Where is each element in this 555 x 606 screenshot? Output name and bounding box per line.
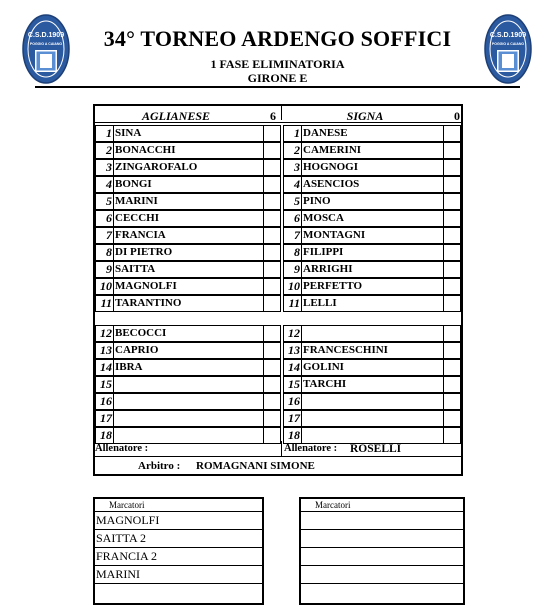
away-player-extra-cell	[444, 159, 461, 176]
logo-text: C.S.D.1909	[489, 32, 527, 39]
home-player-number: 1	[95, 125, 114, 142]
coach-separator	[281, 441, 282, 456]
away-player-extra-cell	[444, 427, 461, 444]
away-player-name: FRANCESCHINI	[302, 342, 444, 359]
home-player-extra-cell	[264, 261, 281, 278]
away-player-number: 17	[283, 410, 302, 427]
away-player-extra-cell	[444, 227, 461, 244]
away-player-name: LELLI	[302, 295, 444, 312]
home-player-extra-cell	[264, 376, 281, 393]
home-player-name	[114, 427, 264, 444]
away-player-number: 18	[283, 427, 302, 444]
home-coach-label: Allenatore :	[95, 443, 149, 454]
away-player-number: 12	[283, 325, 302, 342]
home-player-number: 7	[95, 227, 114, 244]
away-player-name: PERFETTO	[302, 278, 444, 295]
home-player-extra-cell	[264, 210, 281, 227]
away-player-number: 5	[283, 193, 302, 210]
away-scorers-box	[299, 497, 465, 605]
away-player-number: 2	[283, 142, 302, 159]
page-title: 34° TORNEO ARDENGO SOFFICI	[103, 26, 452, 51]
home-player-name: BONACCHI	[114, 142, 264, 159]
away-team-name: SIGNA	[346, 109, 384, 123]
away-player-number: 15	[283, 376, 302, 393]
away-player-number: 14	[283, 359, 302, 376]
home-player-extra-cell	[264, 244, 281, 261]
away-player-extra-cell	[444, 393, 461, 410]
away-player-extra-cell	[444, 325, 461, 342]
home-player-number: 11	[95, 295, 114, 312]
home-scorers-box	[93, 497, 264, 605]
home-scorer-row: SAITTA 2	[95, 530, 262, 548]
home-player-extra-cell	[264, 125, 281, 142]
logo-subtext: POGGIO A CAIANO	[491, 42, 525, 46]
home-player-extra-cell	[264, 159, 281, 176]
away-player-extra-cell	[444, 295, 461, 312]
away-player-name: ARRIGHI	[302, 261, 444, 278]
group-label: GIRONE E	[247, 71, 308, 85]
away-player-name: GOLINI	[302, 359, 444, 376]
home-player-name: FRANCIA	[114, 227, 264, 244]
away-player-extra-cell	[444, 261, 461, 278]
home-player-extra-cell	[264, 325, 281, 342]
away-scorer-row	[301, 530, 463, 548]
away-player-number: 7	[283, 227, 302, 244]
away-player-number: 4	[283, 176, 302, 193]
home-player-name: ZINGAROFALO	[114, 159, 264, 176]
away-player-number: 10	[283, 278, 302, 295]
away-player-number: 16	[283, 393, 302, 410]
away-player-name	[302, 393, 444, 410]
home-player-number: 13	[95, 342, 114, 359]
home-player-name: BECOCCI	[114, 325, 264, 342]
away-player-name: TARCHI	[302, 376, 444, 393]
away-player-name: HOGNOGI	[302, 159, 444, 176]
away-player-extra-cell	[444, 278, 461, 295]
home-player-extra-cell	[264, 359, 281, 376]
home-player-name: MAGNOLFI	[114, 278, 264, 295]
referee-name: ROMAGNANI SIMONE	[196, 460, 315, 472]
home-player-name: SINA	[114, 125, 264, 142]
home-player-extra-cell	[264, 278, 281, 295]
home-player-number: 17	[95, 410, 114, 427]
away-player-number: 9	[283, 261, 302, 278]
coach-divider	[95, 456, 461, 457]
home-player-number: 16	[95, 393, 114, 410]
away-player-extra-cell	[444, 125, 461, 142]
home-player-number: 12	[95, 325, 114, 342]
away-player-name	[302, 427, 444, 444]
home-scorer-row	[95, 584, 262, 602]
away-player-name	[302, 410, 444, 427]
away-coach-label: Allenatore :	[284, 443, 338, 454]
referee-label: Arbitro :	[138, 460, 181, 472]
away-scorers-label: Marcatori	[301, 499, 463, 512]
home-player-extra-cell	[264, 193, 281, 210]
home-player-number: 3	[95, 159, 114, 176]
logo-subtext: POGGIO A CAIANO	[29, 42, 63, 46]
away-player-name: FILIPPI	[302, 244, 444, 261]
away-scorer-row	[301, 584, 463, 602]
away-player-extra-cell	[444, 342, 461, 359]
home-player-number: 18	[95, 427, 114, 444]
away-player-number: 6	[283, 210, 302, 227]
home-player-name: DI PIETRO	[114, 244, 264, 261]
home-player-number: 15	[95, 376, 114, 393]
away-player-name: ASENCIOS	[302, 176, 444, 193]
away-player-number: 11	[283, 295, 302, 312]
away-player-number: 13	[283, 342, 302, 359]
home-player-number: 8	[95, 244, 114, 261]
home-player-extra-cell	[264, 393, 281, 410]
home-scorers-label: Marcatori	[95, 499, 262, 512]
away-scorer-row	[301, 512, 463, 530]
home-player-number: 9	[95, 261, 114, 278]
away-scorer-row	[301, 566, 463, 584]
home-player-number: 14	[95, 359, 114, 376]
away-player-extra-cell	[444, 210, 461, 227]
header-underline	[95, 122, 461, 123]
home-player-number: 5	[95, 193, 114, 210]
home-player-name: IBRA	[114, 359, 264, 376]
home-player-name	[114, 376, 264, 393]
home-player-name: BONGI	[114, 176, 264, 193]
away-player-extra-cell	[444, 176, 461, 193]
home-player-name: CECCHI	[114, 210, 264, 227]
home-player-number: 4	[95, 176, 114, 193]
home-player-extra-cell	[264, 227, 281, 244]
away-player-name: DANESE	[302, 125, 444, 142]
away-player-name	[302, 325, 444, 342]
home-player-extra-cell	[264, 176, 281, 193]
home-player-extra-cell	[264, 142, 281, 159]
away-player-extra-cell	[444, 359, 461, 376]
home-player-name	[114, 410, 264, 427]
home-team-score: 6	[270, 109, 276, 123]
home-player-name: MARINI	[114, 193, 264, 210]
home-player-extra-cell	[264, 342, 281, 359]
away-team-score: 0	[454, 109, 460, 123]
home-player-name: CAPRIO	[114, 342, 264, 359]
away-scorer-row	[301, 548, 463, 566]
away-player-number: 3	[283, 159, 302, 176]
header-separator	[281, 106, 282, 120]
phase-label: 1 FASE ELIMINATORIA	[210, 57, 345, 71]
away-player-extra-cell	[444, 193, 461, 210]
away-player-name: CAMERINI	[302, 142, 444, 159]
home-player-extra-cell	[264, 295, 281, 312]
home-player-number: 6	[95, 210, 114, 227]
home-player-name: TARANTINO	[114, 295, 264, 312]
away-coach-name: ROSELLI	[350, 443, 402, 455]
away-player-extra-cell	[444, 410, 461, 427]
home-scorer-row: FRANCIA 2	[95, 548, 262, 566]
away-player-extra-cell	[444, 244, 461, 261]
home-team-name: AGLIANESE	[141, 109, 211, 123]
away-player-extra-cell	[444, 142, 461, 159]
home-player-number: 2	[95, 142, 114, 159]
home-player-number: 10	[95, 278, 114, 295]
home-player-name	[114, 393, 264, 410]
home-scorer-row: MAGNOLFI	[95, 512, 262, 530]
away-player-name: MOSCA	[302, 210, 444, 227]
home-player-extra-cell	[264, 427, 281, 444]
home-player-name: SAITTA	[114, 261, 264, 278]
away-player-number: 1	[283, 125, 302, 142]
logo-text: C.S.D.1909	[27, 32, 65, 39]
header-divider	[35, 86, 520, 88]
home-player-extra-cell	[264, 410, 281, 427]
away-player-name: PINO	[302, 193, 444, 210]
home-scorer-row: MARINI	[95, 566, 262, 584]
away-player-name: MONTAGNI	[302, 227, 444, 244]
away-player-number: 8	[283, 244, 302, 261]
away-player-extra-cell	[444, 376, 461, 393]
